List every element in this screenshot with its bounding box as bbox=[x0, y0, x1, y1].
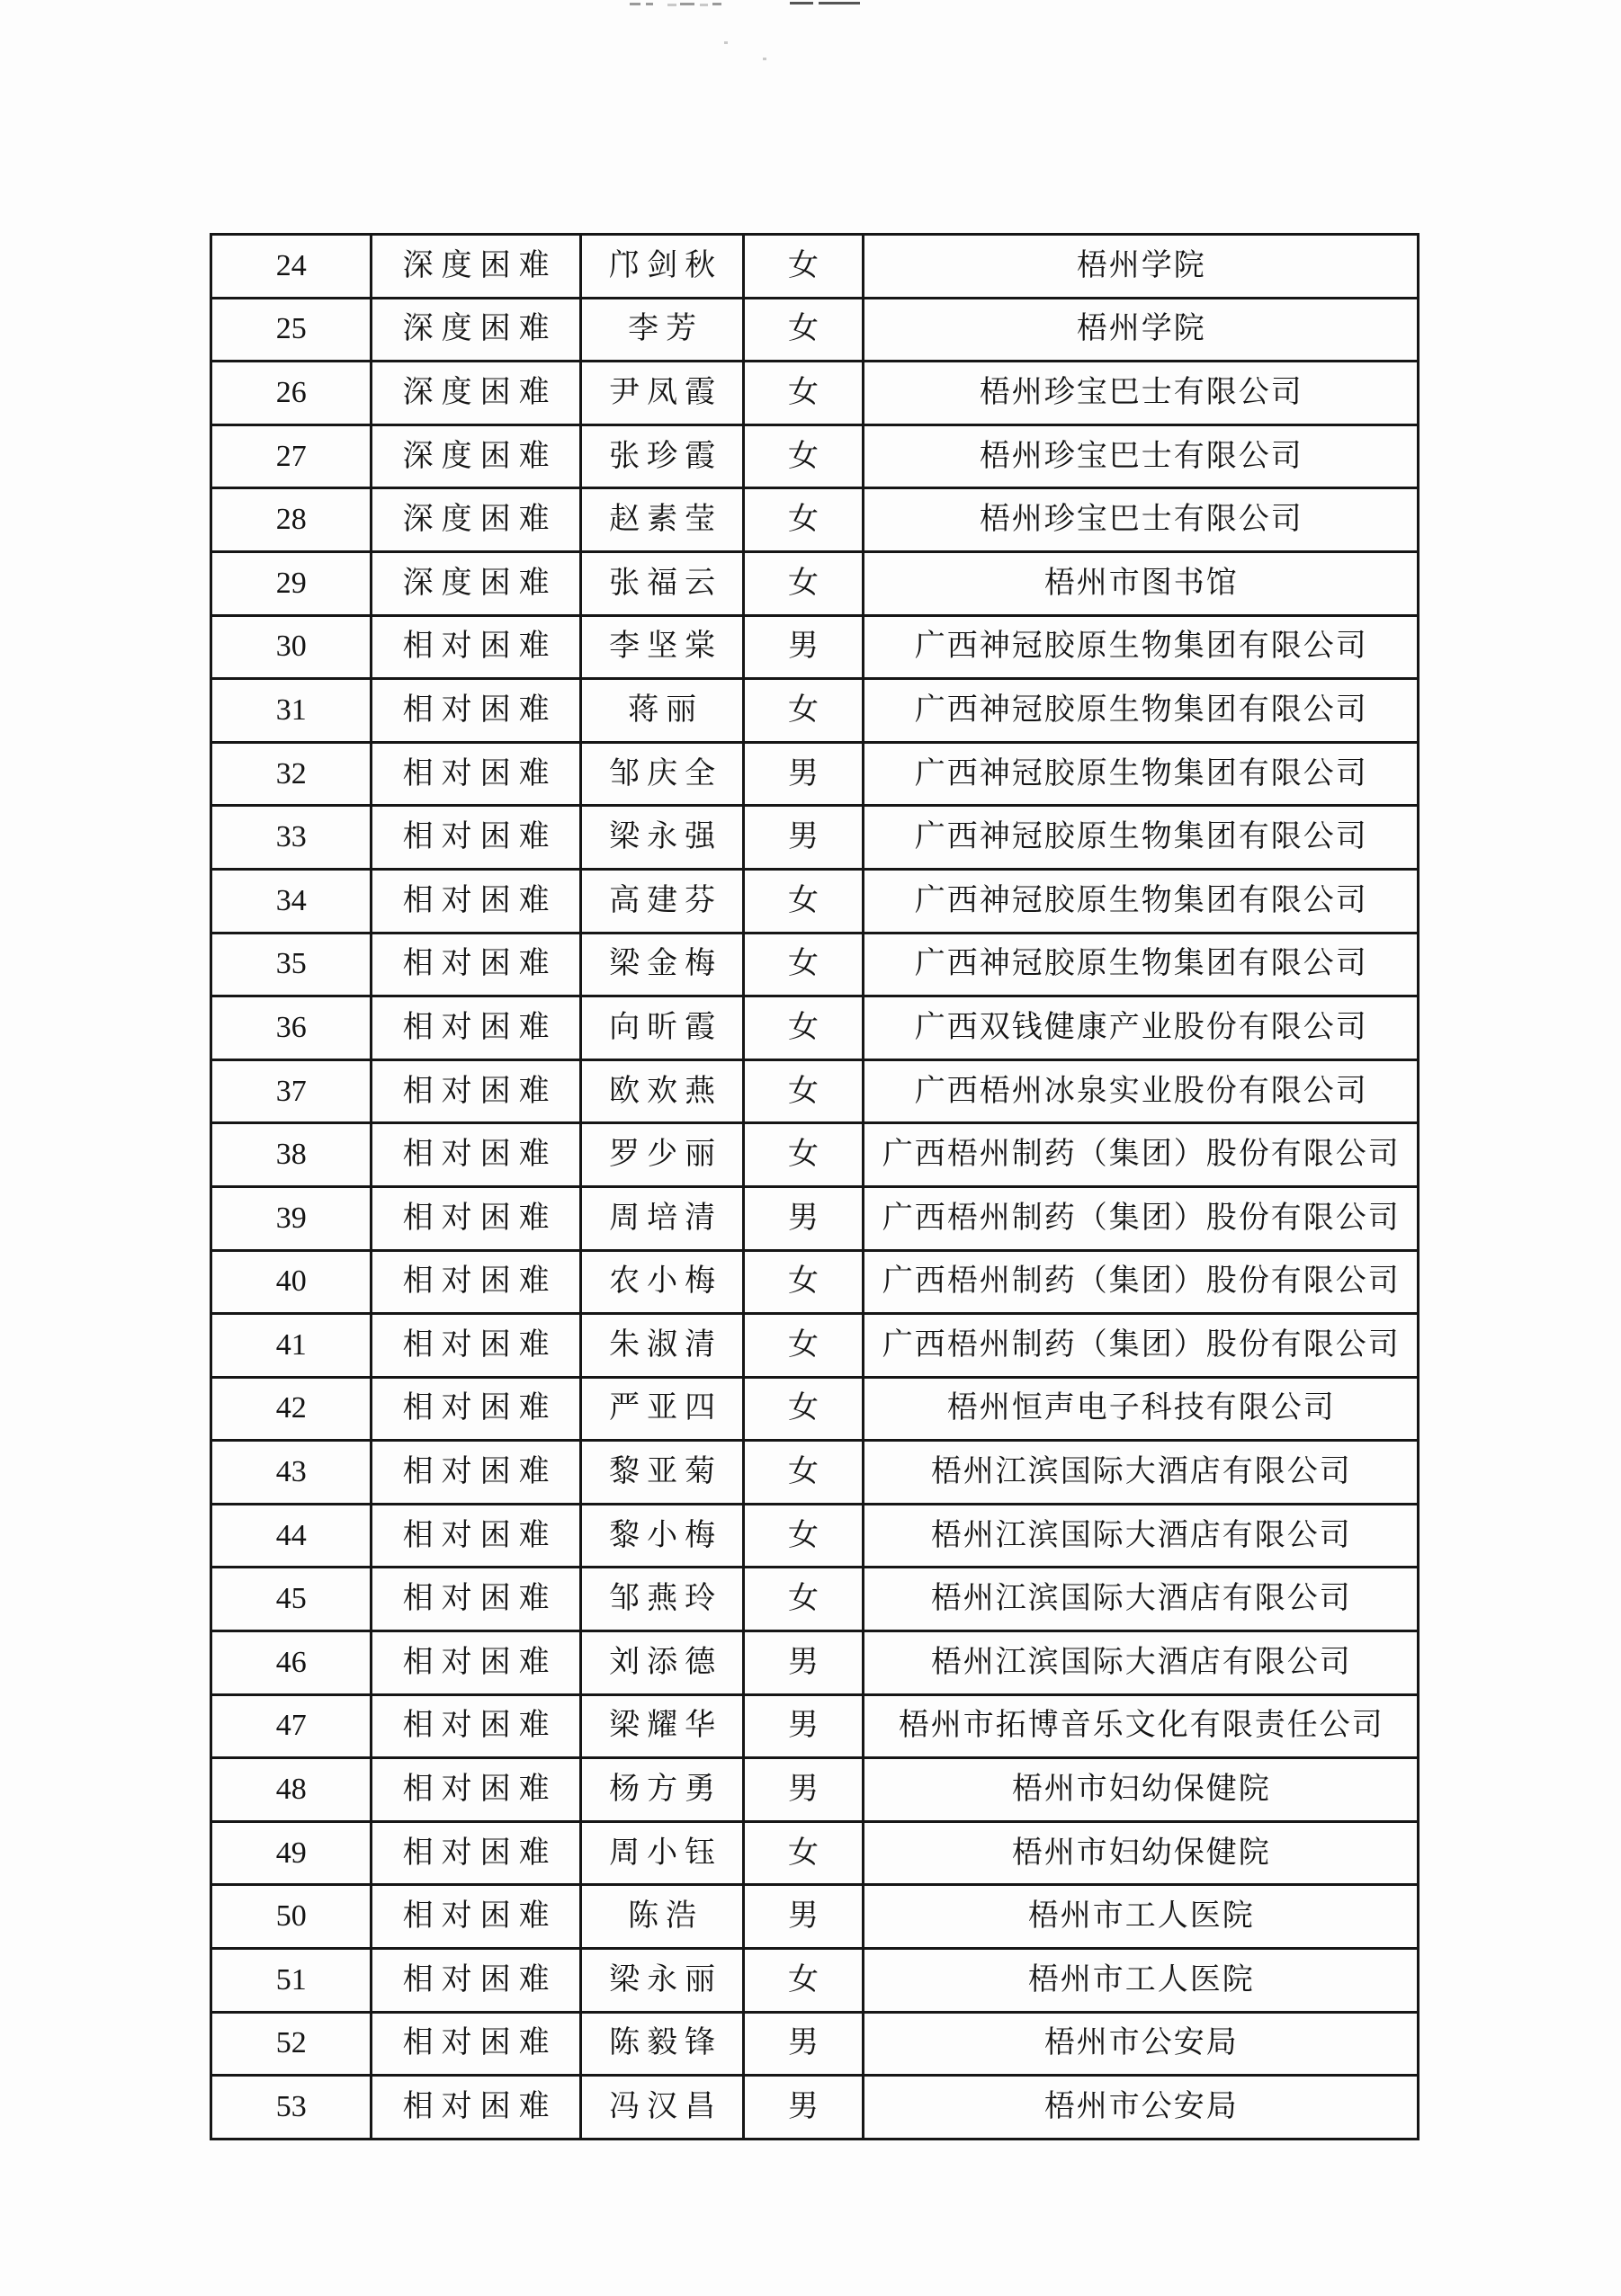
table-row bbox=[211, 1314, 1419, 1378]
name-cell: 梁永丽 bbox=[580, 1949, 743, 2013]
scan-artifact bbox=[630, 3, 640, 5]
table-row bbox=[211, 1123, 1419, 1187]
scan-artifact bbox=[667, 4, 676, 6]
gender-cell: 女 bbox=[744, 235, 863, 299]
name-cell: 尹凤霞 bbox=[580, 362, 743, 425]
employer-cell: 广西神冠胶原生物集团有限公司 bbox=[863, 679, 1418, 743]
no-cell: 33 bbox=[211, 806, 372, 870]
table-row bbox=[211, 869, 1419, 933]
category-cell: 相对困难 bbox=[372, 869, 581, 933]
gender-cell: 女 bbox=[744, 679, 863, 743]
employer-cell: 广西神冠胶原生物集团有限公司 bbox=[863, 933, 1418, 996]
table-row bbox=[211, 933, 1419, 996]
employer-cell: 广西梧州制药（集团）股份有限公司 bbox=[863, 1186, 1418, 1250]
table-row bbox=[211, 488, 1419, 552]
table-row bbox=[211, 298, 1419, 362]
category-cell: 相对困难 bbox=[372, 1314, 581, 1378]
category-cell: 相对困难 bbox=[372, 1504, 581, 1568]
employer-cell: 广西双钱健康产业股份有限公司 bbox=[863, 996, 1418, 1060]
employer-cell: 广西神冠胶原生物集团有限公司 bbox=[863, 806, 1418, 870]
gender-cell: 男 bbox=[744, 742, 863, 806]
category-cell: 相对困难 bbox=[372, 679, 581, 743]
category-cell: 相对困难 bbox=[372, 1186, 581, 1250]
gender-cell: 男 bbox=[744, 615, 863, 679]
category-cell: 深度困难 bbox=[372, 488, 581, 552]
no-cell: 46 bbox=[211, 1631, 372, 1695]
gender-cell: 男 bbox=[744, 2076, 863, 2140]
name-cell: 邹燕玲 bbox=[580, 1568, 743, 1631]
gender-cell: 女 bbox=[744, 933, 863, 996]
name-cell: 黎亚菊 bbox=[580, 1441, 743, 1505]
table-row bbox=[211, 1758, 1419, 1822]
employer-cell: 梧州市妇幼保健院 bbox=[863, 1821, 1418, 1885]
no-cell: 41 bbox=[211, 1314, 372, 1378]
no-cell: 52 bbox=[211, 2012, 372, 2076]
no-cell: 50 bbox=[211, 1885, 372, 1949]
name-cell: 陈毅锋 bbox=[580, 2012, 743, 2076]
table-row bbox=[211, 424, 1419, 488]
name-cell: 欧欢燕 bbox=[580, 1059, 743, 1123]
employer-cell: 梧州市工人医院 bbox=[863, 1949, 1418, 2013]
category-cell: 相对困难 bbox=[372, 742, 581, 806]
no-cell: 25 bbox=[211, 298, 372, 362]
no-cell: 47 bbox=[211, 1694, 372, 1758]
name-cell: 农小梅 bbox=[580, 1250, 743, 1314]
name-cell: 高建芬 bbox=[580, 869, 743, 933]
no-cell: 27 bbox=[211, 424, 372, 488]
no-cell: 39 bbox=[211, 1186, 372, 1250]
category-cell: 相对困难 bbox=[372, 2012, 581, 2076]
name-cell: 严亚四 bbox=[580, 1377, 743, 1441]
employer-cell: 梧州学院 bbox=[863, 298, 1418, 362]
table-row bbox=[211, 1441, 1419, 1505]
name-cell: 刘添德 bbox=[580, 1631, 743, 1695]
employer-cell: 梧州江滨国际大酒店有限公司 bbox=[863, 1631, 1418, 1695]
name-cell: 李芳 bbox=[580, 298, 743, 362]
no-cell: 49 bbox=[211, 1821, 372, 1885]
scan-artifact bbox=[819, 2, 860, 4]
table-row bbox=[211, 1631, 1419, 1695]
name-cell: 张福云 bbox=[580, 551, 743, 615]
table-row bbox=[211, 1250, 1419, 1314]
scan-artifact bbox=[790, 2, 813, 4]
gender-cell: 女 bbox=[744, 1377, 863, 1441]
category-cell: 深度困难 bbox=[372, 362, 581, 425]
employer-cell: 梧州市图书馆 bbox=[863, 551, 1418, 615]
gender-cell: 男 bbox=[744, 1631, 863, 1695]
table-row bbox=[211, 1504, 1419, 1568]
gender-cell: 女 bbox=[744, 362, 863, 425]
roster-table-body bbox=[211, 235, 1419, 2140]
name-cell: 向昕霞 bbox=[580, 996, 743, 1060]
employer-cell: 梧州恒声电子科技有限公司 bbox=[863, 1377, 1418, 1441]
employer-cell: 梧州珍宝巴士有限公司 bbox=[863, 488, 1418, 552]
gender-cell: 女 bbox=[744, 1568, 863, 1631]
employer-cell: 广西梧州制药（集团）股份有限公司 bbox=[863, 1123, 1418, 1187]
no-cell: 28 bbox=[211, 488, 372, 552]
name-cell: 李坚棠 bbox=[580, 615, 743, 679]
gender-cell: 男 bbox=[744, 1885, 863, 1949]
gender-cell: 女 bbox=[744, 1059, 863, 1123]
employer-cell: 广西神冠胶原生物集团有限公司 bbox=[863, 869, 1418, 933]
table-row bbox=[211, 742, 1419, 806]
gender-cell: 男 bbox=[744, 2012, 863, 2076]
gender-cell: 男 bbox=[744, 1186, 863, 1250]
no-cell: 30 bbox=[211, 615, 372, 679]
gender-cell: 女 bbox=[744, 551, 863, 615]
table-row bbox=[211, 1568, 1419, 1631]
category-cell: 深度困难 bbox=[372, 235, 581, 299]
no-cell: 26 bbox=[211, 362, 372, 425]
table-row bbox=[211, 679, 1419, 743]
employer-cell: 梧州市工人医院 bbox=[863, 1885, 1418, 1949]
gender-cell: 女 bbox=[744, 488, 863, 552]
no-cell: 29 bbox=[211, 551, 372, 615]
category-cell: 相对困难 bbox=[372, 933, 581, 996]
no-cell: 32 bbox=[211, 742, 372, 806]
gender-cell: 女 bbox=[744, 1250, 863, 1314]
category-cell: 相对困难 bbox=[372, 1250, 581, 1314]
scan-artifact bbox=[680, 3, 694, 5]
table-row bbox=[211, 2076, 1419, 2140]
name-cell: 罗少丽 bbox=[580, 1123, 743, 1187]
table-row bbox=[211, 1694, 1419, 1758]
employer-cell: 广西梧州冰泉实业股份有限公司 bbox=[863, 1059, 1418, 1123]
employer-cell: 广西神冠胶原生物集团有限公司 bbox=[863, 615, 1418, 679]
no-cell: 43 bbox=[211, 1441, 372, 1505]
name-cell: 陈浩 bbox=[580, 1885, 743, 1949]
name-cell: 黎小梅 bbox=[580, 1504, 743, 1568]
table-row bbox=[211, 235, 1419, 299]
gender-cell: 女 bbox=[744, 424, 863, 488]
table-row bbox=[211, 1186, 1419, 1250]
table-row bbox=[211, 615, 1419, 679]
roster-table bbox=[210, 233, 1419, 2140]
gender-cell: 男 bbox=[744, 1694, 863, 1758]
category-cell: 相对困难 bbox=[372, 1821, 581, 1885]
no-cell: 38 bbox=[211, 1123, 372, 1187]
no-cell: 31 bbox=[211, 679, 372, 743]
category-cell: 相对困难 bbox=[372, 2076, 581, 2140]
category-cell: 相对困难 bbox=[372, 1059, 581, 1123]
no-cell: 53 bbox=[211, 2076, 372, 2140]
scan-artifact bbox=[646, 3, 653, 5]
no-cell: 51 bbox=[211, 1949, 372, 2013]
no-cell: 44 bbox=[211, 1504, 372, 1568]
name-cell: 张珍霞 bbox=[580, 424, 743, 488]
table-row bbox=[211, 362, 1419, 425]
table-row bbox=[211, 1885, 1419, 1949]
employer-cell: 广西梧州制药（集团）股份有限公司 bbox=[863, 1314, 1418, 1378]
name-cell: 冯汉昌 bbox=[580, 2076, 743, 2140]
scan-artifact bbox=[712, 3, 721, 5]
name-cell: 周小钰 bbox=[580, 1821, 743, 1885]
no-cell: 37 bbox=[211, 1059, 372, 1123]
employer-cell: 广西梧州制药（集团）股份有限公司 bbox=[863, 1250, 1418, 1314]
name-cell: 赵素莹 bbox=[580, 488, 743, 552]
category-cell: 相对困难 bbox=[372, 996, 581, 1060]
category-cell: 相对困难 bbox=[372, 806, 581, 870]
no-cell: 24 bbox=[211, 235, 372, 299]
table-row bbox=[211, 551, 1419, 615]
table-row bbox=[211, 1059, 1419, 1123]
employer-cell: 梧州市公安局 bbox=[863, 2076, 1418, 2140]
category-cell: 相对困难 bbox=[372, 615, 581, 679]
gender-cell: 女 bbox=[744, 1504, 863, 1568]
gender-cell: 男 bbox=[744, 806, 863, 870]
category-cell: 相对困难 bbox=[372, 1123, 581, 1187]
gender-cell: 女 bbox=[744, 1441, 863, 1505]
gender-cell: 女 bbox=[744, 1314, 863, 1378]
name-cell: 梁耀华 bbox=[580, 1694, 743, 1758]
table-row bbox=[211, 996, 1419, 1060]
category-cell: 相对困难 bbox=[372, 1758, 581, 1822]
employer-cell: 梧州江滨国际大酒店有限公司 bbox=[863, 1568, 1418, 1631]
table-row bbox=[211, 1949, 1419, 2013]
employer-cell: 梧州学院 bbox=[863, 235, 1418, 299]
employer-cell: 梧州市妇幼保健院 bbox=[863, 1758, 1418, 1822]
category-cell: 相对困难 bbox=[372, 1377, 581, 1441]
category-cell: 相对困难 bbox=[372, 1885, 581, 1949]
employer-cell: 梧州市公安局 bbox=[863, 2012, 1418, 2076]
no-cell: 36 bbox=[211, 996, 372, 1060]
no-cell: 35 bbox=[211, 933, 372, 996]
category-cell: 深度困难 bbox=[372, 298, 581, 362]
name-cell: 杨方勇 bbox=[580, 1758, 743, 1822]
table-row bbox=[211, 806, 1419, 870]
scan-artifact bbox=[724, 41, 728, 44]
gender-cell: 女 bbox=[744, 996, 863, 1060]
no-cell: 48 bbox=[211, 1758, 372, 1822]
scan-artifact bbox=[763, 58, 766, 60]
category-cell: 相对困难 bbox=[372, 1694, 581, 1758]
scan-artifact bbox=[700, 4, 708, 6]
no-cell: 40 bbox=[211, 1250, 372, 1314]
table-row bbox=[211, 1821, 1419, 1885]
employer-cell: 广西神冠胶原生物集团有限公司 bbox=[863, 742, 1418, 806]
gender-cell: 女 bbox=[744, 298, 863, 362]
no-cell: 45 bbox=[211, 1568, 372, 1631]
table-row bbox=[211, 1377, 1419, 1441]
name-cell: 蒋丽 bbox=[580, 679, 743, 743]
category-cell: 深度困难 bbox=[372, 424, 581, 488]
no-cell: 34 bbox=[211, 869, 372, 933]
name-cell: 邝剑秋 bbox=[580, 235, 743, 299]
gender-cell: 女 bbox=[744, 1123, 863, 1187]
gender-cell: 男 bbox=[744, 1758, 863, 1822]
category-cell: 相对困难 bbox=[372, 1568, 581, 1631]
gender-cell: 女 bbox=[744, 1949, 863, 2013]
category-cell: 相对困难 bbox=[372, 1441, 581, 1505]
name-cell: 梁永强 bbox=[580, 806, 743, 870]
employer-cell: 梧州珍宝巴士有限公司 bbox=[863, 424, 1418, 488]
employer-cell: 梧州江滨国际大酒店有限公司 bbox=[863, 1441, 1418, 1505]
name-cell: 周培清 bbox=[580, 1186, 743, 1250]
gender-cell: 女 bbox=[744, 1821, 863, 1885]
gender-cell: 女 bbox=[744, 869, 863, 933]
employer-cell: 梧州市拓博音乐文化有限责任公司 bbox=[863, 1694, 1418, 1758]
category-cell: 深度困难 bbox=[372, 551, 581, 615]
name-cell: 朱淑清 bbox=[580, 1314, 743, 1378]
no-cell: 42 bbox=[211, 1377, 372, 1441]
table-row bbox=[211, 2012, 1419, 2076]
employer-cell: 梧州珍宝巴士有限公司 bbox=[863, 362, 1418, 425]
employer-cell: 梧州江滨国际大酒店有限公司 bbox=[863, 1504, 1418, 1568]
name-cell: 邹庆全 bbox=[580, 742, 743, 806]
name-cell: 梁金梅 bbox=[580, 933, 743, 996]
category-cell: 相对困难 bbox=[372, 1949, 581, 2013]
category-cell: 相对困难 bbox=[372, 1631, 581, 1695]
